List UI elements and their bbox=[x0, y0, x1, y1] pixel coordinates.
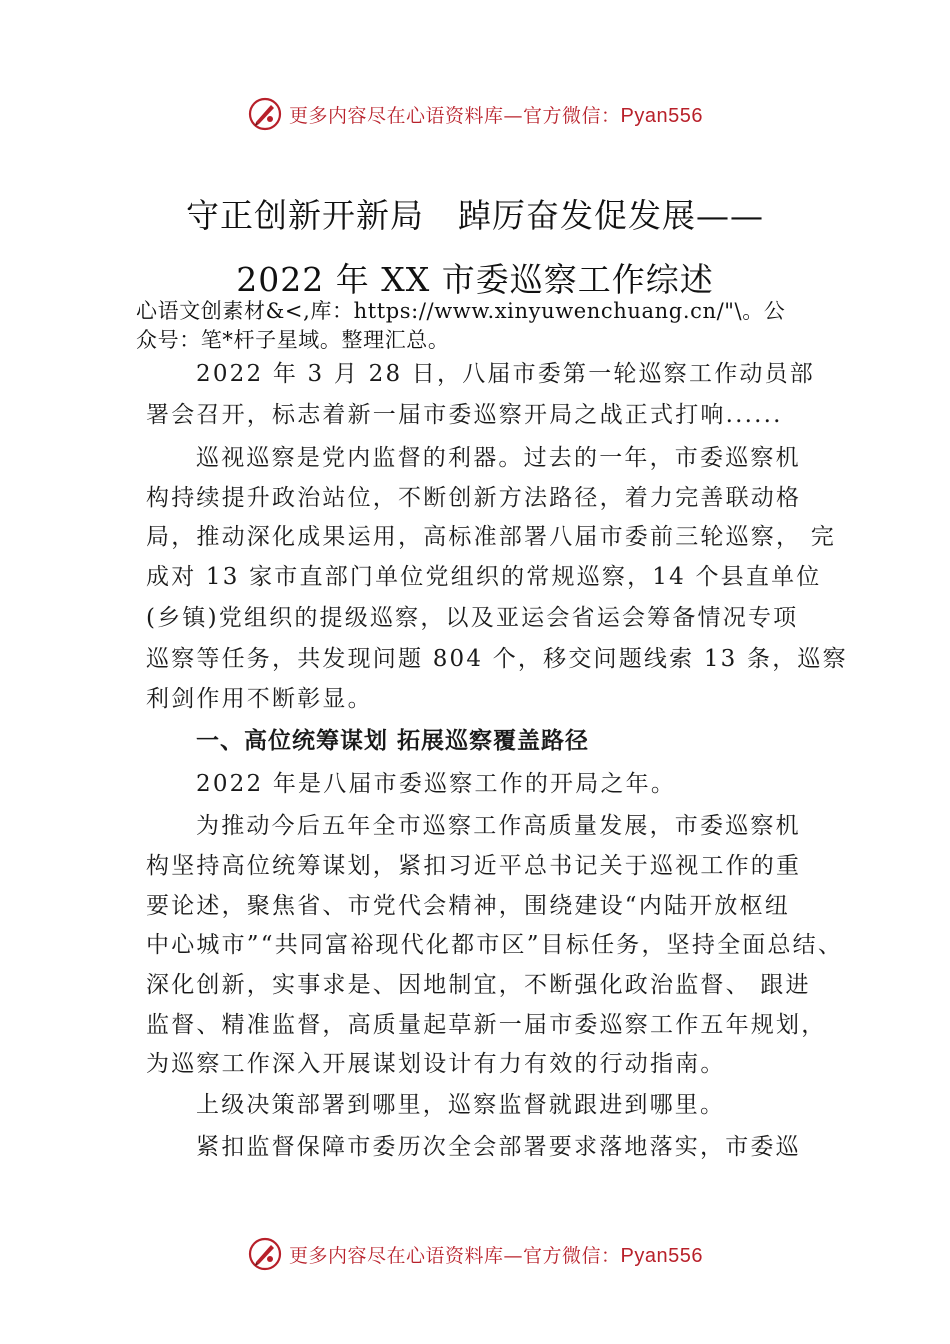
body-line: (乡镇)党组织的提级巡察，以及亚运会省运会筹备情况专项 bbox=[146, 605, 799, 631]
wechat-id: Pyan556 bbox=[620, 104, 703, 127]
footer-banner bbox=[0, 1234, 950, 1274]
header-banner bbox=[0, 94, 950, 134]
pen-seal-logo-icon bbox=[247, 1236, 283, 1272]
pen-seal-logo-icon bbox=[247, 96, 283, 132]
body-line: 监督、精准监督，高质量起草新一届市委巡察工作五年规划， bbox=[146, 1012, 827, 1038]
body-line: 局，推动深化成果运用，高标准部署八届市委前三轮巡察， 完 bbox=[146, 524, 836, 550]
wechat-id: Pyan556 bbox=[620, 1244, 703, 1267]
body-line: 构持续提升政治站位，不断创新方法路径，着力完善联动格 bbox=[146, 485, 802, 511]
body-line: 紧扣监督保障市委历次全会部署要求落地落实，市委巡 bbox=[196, 1134, 801, 1160]
body-line: 2022 年是八届市委巡察工作的开局之年。 bbox=[196, 771, 677, 797]
body-line: 为推动今后五年全市巡察工作高质量发展，市委巡察机 bbox=[196, 813, 801, 839]
body-line: 深化创新，实事求是、因地制宜，不断强化政治监督、 跟进 bbox=[146, 972, 811, 998]
body-line: 中心城市”“共同富裕现代化都市区”目标任务，坚持全面总结、 bbox=[146, 932, 844, 958]
body-line: 利剑作用不断彰显。 bbox=[146, 686, 373, 712]
body-line: 为巡察工作深入开展谋划设计有力有效的行动指南。 bbox=[146, 1051, 726, 1077]
body-line: 2022 年 3 月 28 日，八届市委第一轮巡察工作动员部 bbox=[196, 361, 815, 387]
document-title-line-2: 2022 年 XX 市委巡察工作综述 bbox=[236, 260, 714, 299]
body-line: 巡察等任务，共发现问题 804 个，移交问题线索 13 条，巡察 bbox=[146, 646, 848, 672]
body-line: 署会召开，标志着新一届市委巡察开局之战正式打响...... bbox=[146, 402, 783, 428]
source-note-line-1: 心语文创素材&<,库：https://www.xinyuwenchuang.cn/"\。公 bbox=[136, 299, 786, 323]
body-line: 巡视巡察是党内监督的利器。过去的一年，市委巡察机 bbox=[196, 445, 801, 471]
document-title-line-1: 守正创新开新局 踔厉奋发促发展—— bbox=[186, 196, 764, 235]
source-note-line-2: 众号：笔*杆子星域。整理汇总。 bbox=[136, 328, 450, 352]
banner-text: 更多内容尽在心语资料库—官方微信：Pyan556 bbox=[289, 1244, 703, 1267]
body-line: 成对 13 家市直部门单位党组织的常规巡察，14 个县直单位 bbox=[146, 564, 822, 590]
body-line: 构坚持高位统筹谋划，紧扣习近平总书记关于巡视工作的重 bbox=[146, 853, 802, 879]
section-heading: 一、高位统筹谋划 拓展巡察覆盖路径 bbox=[196, 728, 590, 754]
body-line: 上级决策部署到哪里，巡察监督就跟进到哪里。 bbox=[196, 1092, 726, 1118]
banner-text: 更多内容尽在心语资料库—官方微信：Pyan556 bbox=[289, 104, 703, 127]
body-line: 要论述，聚焦省、市党代会精神，围绕建设“内陆开放枢纽 bbox=[146, 893, 790, 919]
